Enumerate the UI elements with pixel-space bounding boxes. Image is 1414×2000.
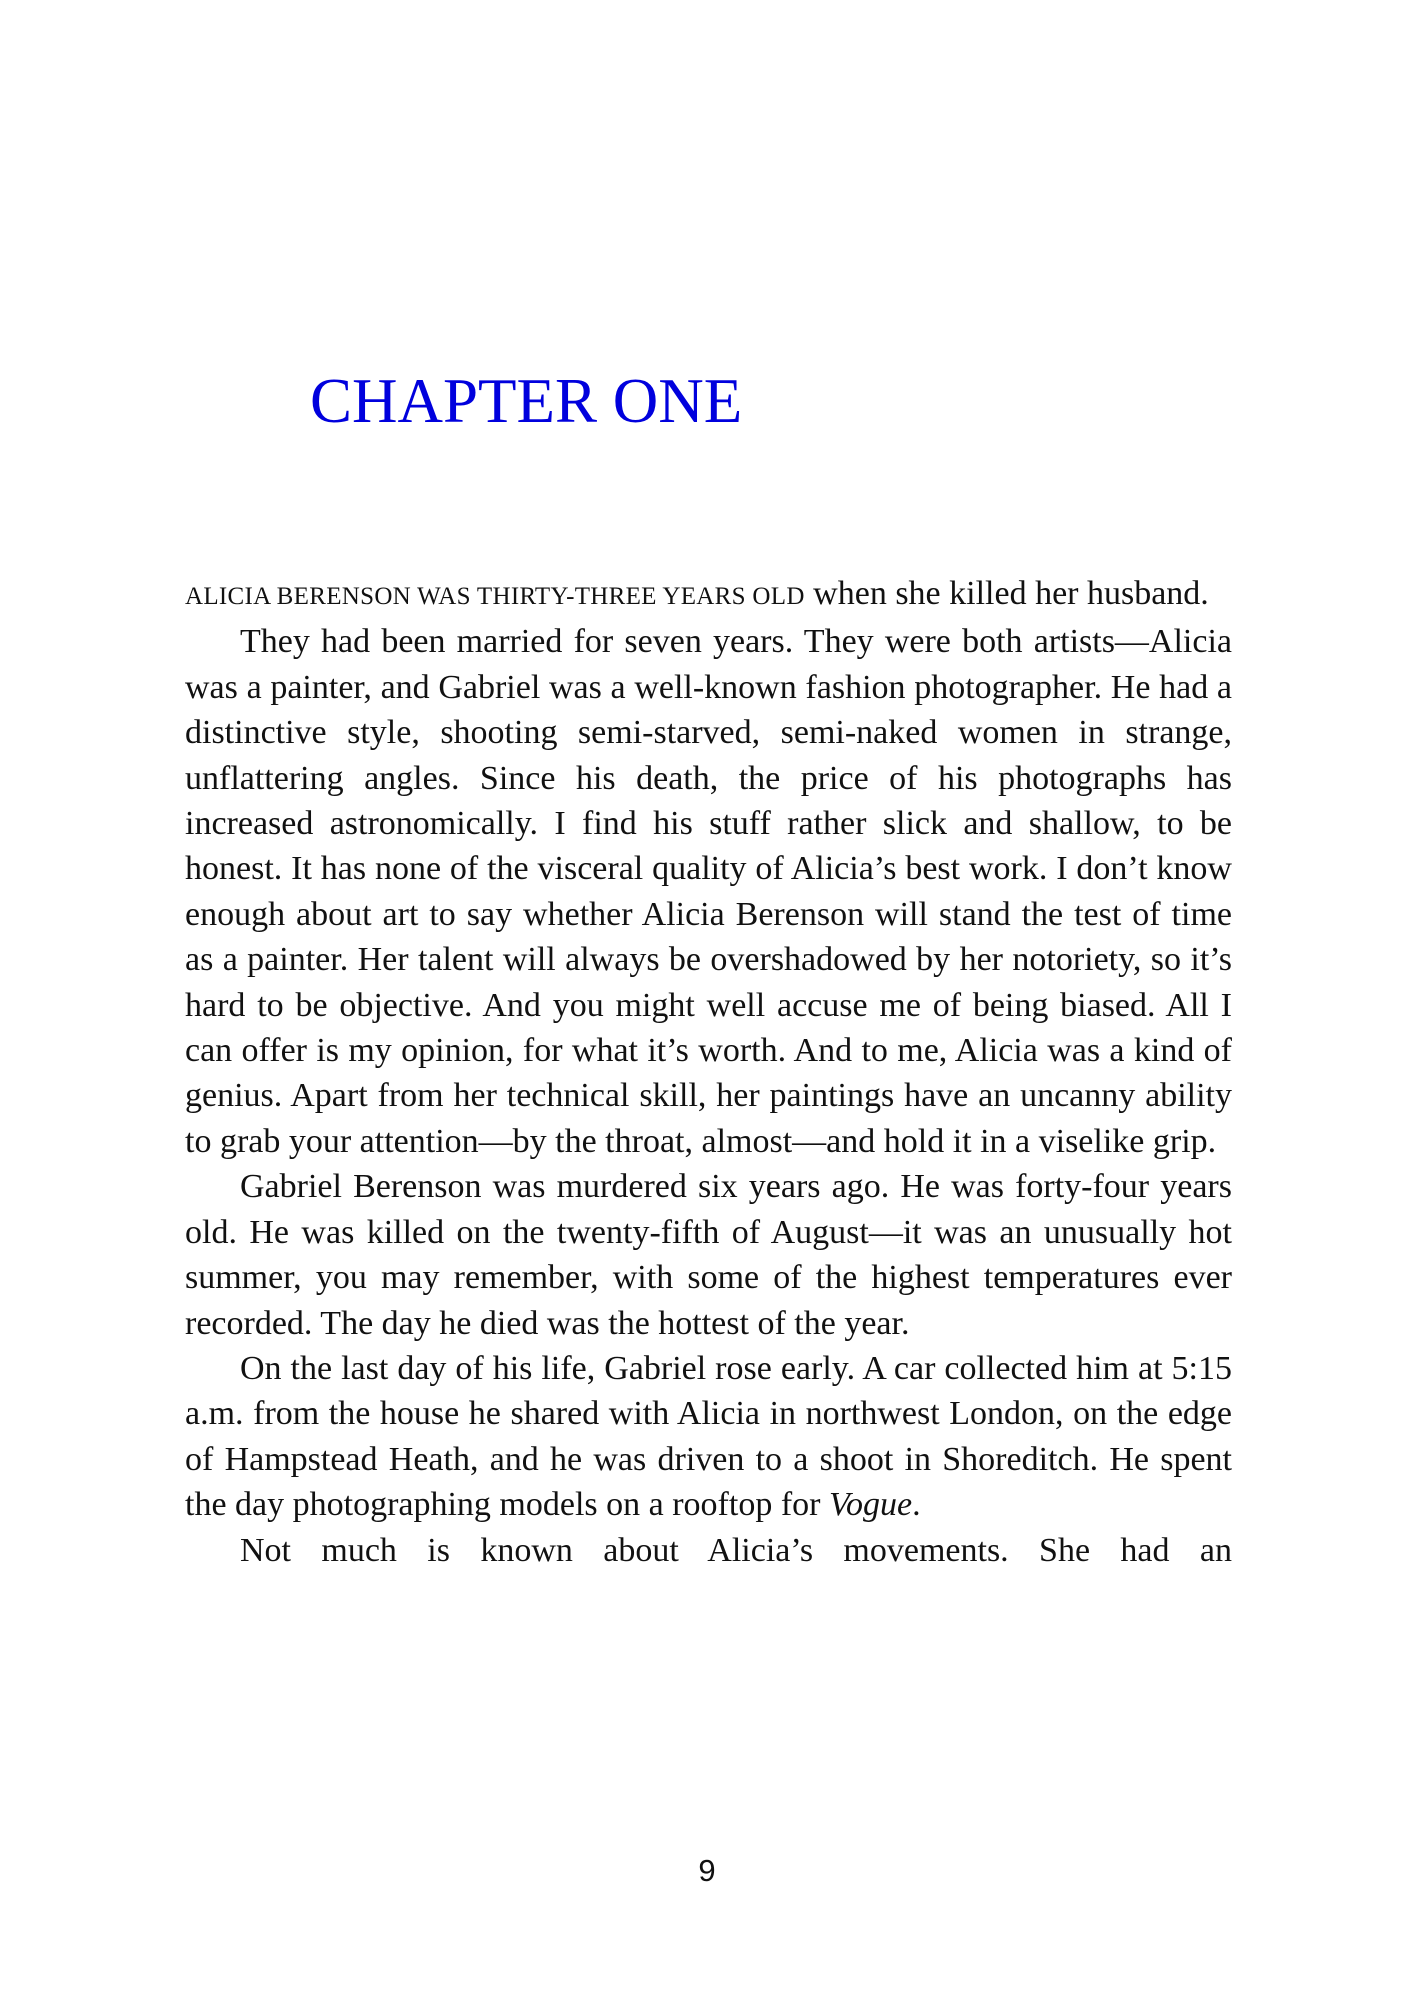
paragraph-5: Not much is known about Alicia’s movements. She had an <box>240 1531 1232 1569</box>
chapter-title: CHAPTER ONE <box>310 366 743 436</box>
paragraph-4-end: . <box>912 1486 921 1524</box>
magazine-title-italic: Vogue <box>828 1486 913 1524</box>
smallcaps-lead-in: ALICIA BERENSON WAS THIRTY-THREE YEARS OLD <box>185 583 805 610</box>
paragraph-4 <box>185 1346 1232 1528</box>
page-number-value: 9 <box>698 1853 716 1888</box>
paragraph-3: Gabriel Berenson was murdered six years ago. He was forty-four years old. He was killed on the twenty-fifth of August—it was an unusually hot summer, you may remember, with some of the highest temperatures ever recorded. The day he died was the hottest of the year. <box>185 1168 1232 1342</box>
paragraph-2: They had been married for seven years. They were both artists—Alicia was a painter, and Gabriel was a well-known fashion photographer. He had a distinctive style, shooting semi-starved, semi-naked women in strange, unflattering angles. Since his death, the price of his photographs has increased astronomically. I find his stuff rather slick and shallow, to be honest. It has none of the visceral quality of Alicia’s best work. I don’t know enough about art to say whether Alicia Berenson will stand the test of time as a painter. Her talent will always be overshadowed by her notoriety, so it’s hard to be objective. And you might well accuse me of being biased. All I can offer is my opinion, for what it’s worth. And to me, Alicia was a kind of genius. Apart from her technical skill, her paintings have an uncanny ability to grab your attention—by the throat, almost—and hold it in a viselike grip. <box>185 623 1232 1160</box>
paragraph-1-text: when she killed her husband. <box>804 575 1209 612</box>
paragraph-1 <box>185 571 1232 619</box>
paragraph-4-text: On the last day of his life, Gabriel rose early. A car collected him at 5:15 a.m. from the house he shared with Alicia in northwest London, on the edge of Hampstead Heath, and he was driven to a shoot in Shoreditch. He spent the day photographing models on a rooftop for <box>185 1349 1232 1524</box>
page-number <box>0 1855 1414 1886</box>
chapter-body <box>185 571 1232 1573</box>
